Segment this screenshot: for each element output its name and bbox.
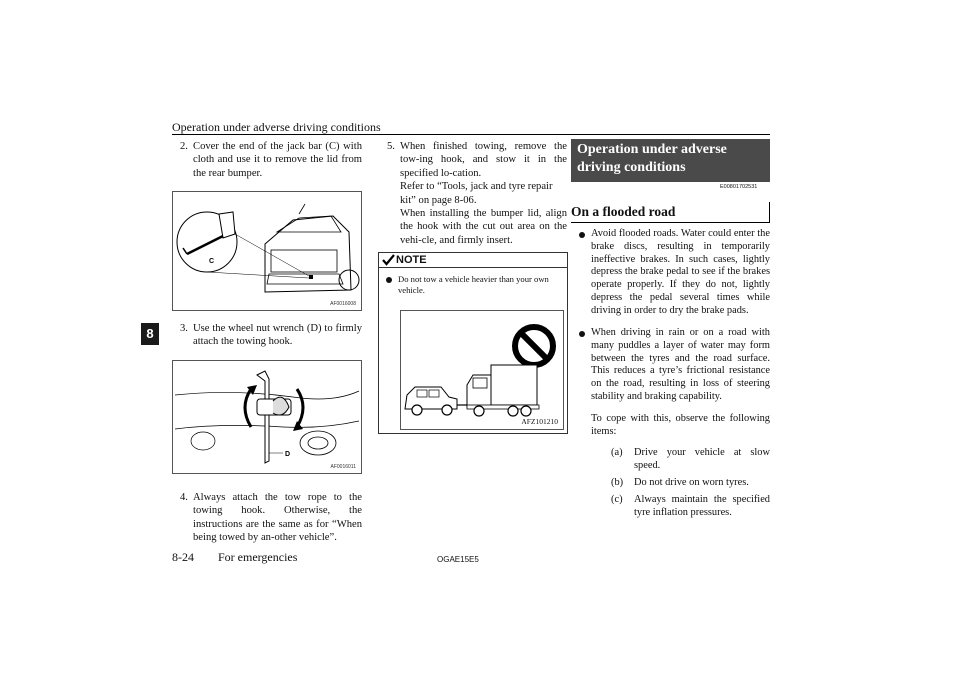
step-5-line-1: When finished towing, remove the tow-ing hook, and stow it in the specified lo-cation.: [400, 141, 567, 179]
chapter-tab: 8: [141, 323, 159, 345]
item-b-label: (b): [611, 477, 624, 488]
note-check-icon: [382, 254, 395, 266]
section-code: E00801702531: [720, 184, 758, 190]
footer-section: For emergencies: [218, 550, 298, 564]
step-3-text: Use the wheel nut wrench (D) to firmly attach the towing hook.: [193, 323, 362, 348]
section-banner: Operation under adverse driving conditions: [571, 139, 770, 182]
step-5: [387, 140, 567, 247]
figure2-label: D: [285, 451, 291, 458]
figure2-code: AF0016011: [330, 464, 356, 470]
bullet-2-text: When driving in rain or on a road with many puddles a layer of water may form between the tyres and the road surface. This reduces a tyre’s frictional resistance on the road, resulting in loss of steering stability and braking capability.: [591, 327, 770, 402]
item-c-label: (c): [611, 494, 623, 505]
header-rule: [172, 134, 770, 135]
step-2: [180, 140, 362, 180]
bullet-1-marker: [579, 232, 585, 238]
item-a-text: Drive your vehicle at slow speed.: [634, 447, 770, 471]
bullet-1-text: Avoid flooded roads. Water could enter the brake discs, resulting in temporarily ineffective brakes. In such cases, lightly depress the brake pedal to see if the brakes operate properly. If they do not, lightly depress the pedal several times while driving in order to dry the brake pads.: [591, 228, 770, 316]
subheading-rule-horizontal: [571, 222, 770, 223]
bullet-2-marker: [579, 331, 585, 337]
figure1-code: AF0016008: [330, 301, 356, 307]
step-4-number: 4.: [180, 492, 188, 503]
page-header-title: Operation under adverse driving conditions: [172, 120, 381, 134]
step-2-text: Cover the end of the jack bar (C) with cloth and use it to remove the lid from the rear bumper.: [193, 141, 362, 179]
footer-code: OGAE15E5: [437, 555, 479, 564]
subheading-rule-vertical: [769, 202, 770, 222]
cope-text: To cope with this, observe the following items:: [591, 413, 770, 437]
figure-wheel-nut-wrench: [172, 360, 362, 474]
note-bullet: [386, 277, 392, 283]
step-2-number: 2.: [180, 141, 188, 152]
step-5-number: 5.: [387, 141, 395, 152]
item-a-label: (a): [611, 447, 623, 458]
note-box: [378, 252, 568, 434]
note-title: NOTE: [396, 254, 427, 266]
item-b-text: Do not drive on worn tyres.: [634, 477, 749, 488]
no-towing-heavier-illustration: [401, 311, 563, 429]
item-c-text: Always maintain the specified tyre inflation pressures.: [634, 494, 770, 518]
figure1-label: C: [209, 258, 215, 265]
note-figure-code: AFZ101210: [521, 417, 558, 426]
note-figure: [400, 310, 564, 430]
footer-page-number: 8-24: [172, 550, 194, 564]
step-3-number: 3.: [180, 323, 188, 334]
step-5-line-3: When installing the bumper lid, align the hook with the cut out area on the vehi-cle, and firmly insert.: [400, 208, 567, 246]
subheading: On a flooded road: [571, 204, 676, 219]
wrench-illustration: [173, 361, 361, 473]
step-3: [180, 322, 362, 349]
step-5-line-2: Refer to “Tools, jack and tyre repair kit” on page 8-06.: [400, 181, 553, 206]
step-4-text: Always attach the tow rope to the towing hook. Otherwise, the instructions are the same as for “When being towed by an-other vehicle”.: [193, 492, 362, 544]
jack-bar-illustration: [173, 192, 361, 310]
figure-jack-bar: [172, 191, 362, 311]
step-4: [180, 491, 362, 545]
note-header: [379, 253, 567, 268]
note-text: Do not tow a vehicle heavier than your own vehicle.: [398, 274, 549, 295]
